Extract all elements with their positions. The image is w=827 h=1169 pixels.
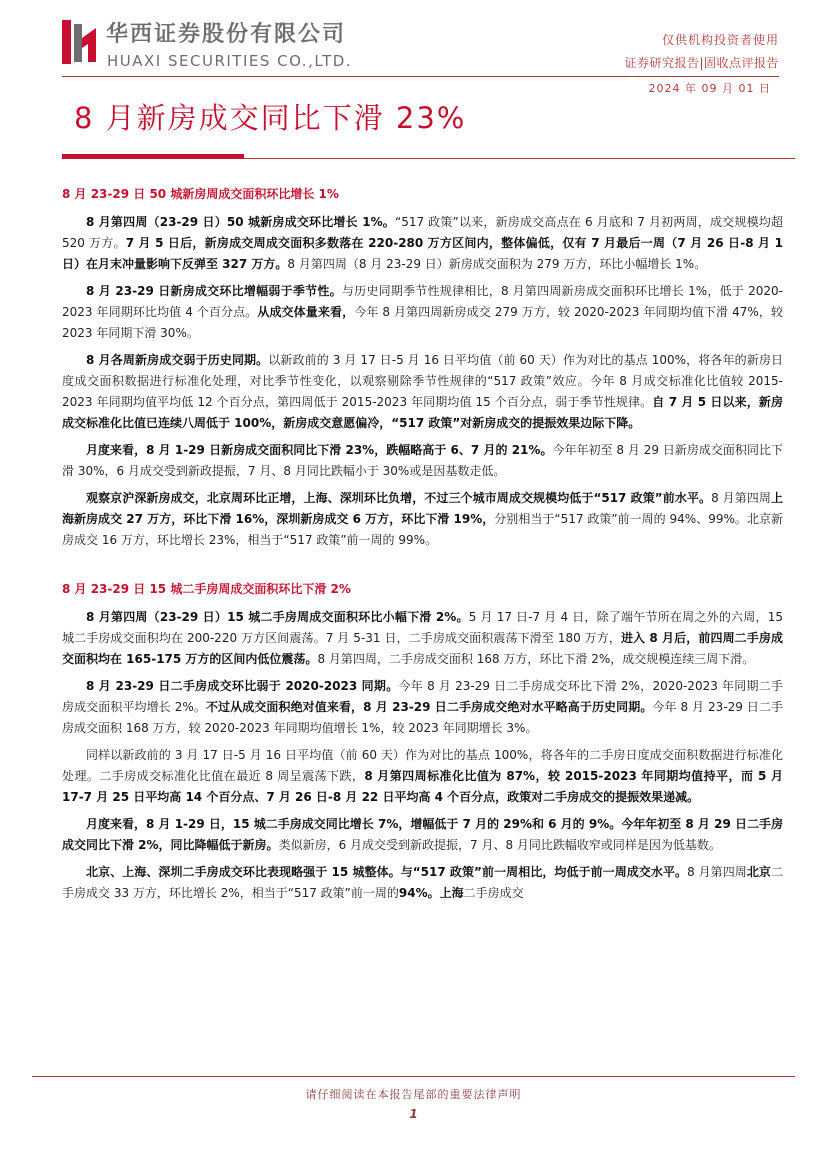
text-run: 二手房成交 33 万方，环比增长 2%，相当于“517 政策”前一周的: [62, 865, 783, 900]
bold-run: 观察京沪深新房成交，北京周环比正增，上海、深圳环比负增，不过三个城市周成交规模均低于“517 政策”前水平。: [86, 491, 712, 505]
text-run: 8 月第四周，二手房成交面积 168 万方，环比下滑 2%，成交规模连续三周下滑。: [317, 652, 755, 666]
company-name-cn: 华西证券股份有限公司: [106, 22, 347, 47]
audience-note: 仅供机构投资者使用: [661, 33, 779, 47]
text-run: 分别相当于“517 政策”前一周的 94%、99%。北京新房成交 16 万方，环比增长 23%，相当于“517 政策”前一周的 99%。: [62, 512, 783, 547]
paragraph: [62, 814, 783, 856]
paragraph: [62, 350, 783, 434]
bold-run: 北京、上海、深圳二手房成交环比表现略强于 15 城整体。与“517 政策”前一周相比，均低于前一周成交水平。: [86, 865, 688, 879]
header-divider: [62, 76, 779, 77]
text-run: 同样以新政前的 3 月 17 日-5 月 16 日平均值（前 60 天）作为对比的基点 100%，将各年的二手房日度成交面积数据进行标准化处理。二手房成交标准化比值在最近 8 周呈震荡下跌，: [62, 748, 783, 783]
report-title: 8 月新房成交同比下滑 23%: [74, 101, 467, 135]
bold-run: 月度来看，8 月 1-29 日新房成交面积同比下滑 23%，跌幅略高于 6、7 月的 21%。: [86, 443, 553, 457]
bold-run: 进入 8 月后，前四周二手房成交面积均在 165-175 万方的区间内低位震荡。: [62, 631, 783, 666]
paragraph: [62, 212, 783, 275]
text-run: 8 月第四周（8 月 23-29 日）新房成交面积为 279 万方，环比小幅增长 1%。: [287, 257, 707, 271]
text-run: 5 月 17 日-7 月 4 日，除了端午节所在周之外的六周，15 城二手房成交面积均在 200-220 万方区间震荡。7 月 5-31 日，二手房成交面积震荡下滑至 180 万方，: [62, 610, 783, 645]
paragraph: [62, 862, 783, 904]
bold-run: 北京: [746, 865, 771, 879]
paragraph: [62, 281, 783, 344]
huaxi-logo-icon: [62, 18, 96, 66]
bold-run: 从成交体量来看，: [257, 305, 355, 319]
paragraph: [62, 488, 783, 551]
title-accent-bar: [62, 154, 244, 159]
text-run: 与历史同期季节性规律相比，8 月第四周新房成交面积环比增长 1%，低于 2020-2023 年同期环比均值 4 个百分点。: [62, 284, 784, 319]
paragraph: [62, 745, 783, 808]
text-run: 今年年初至 8 月 29 日新房成交面积同比下滑 30%，6 月成交受到新政提振，7 月、8 月同比跌幅小于 30%或是因基数走低。: [62, 443, 783, 478]
bold-run: 8 月第四周（23-29 日）15 城二手房周成交面积环比小幅下滑 2%。: [86, 610, 469, 624]
bold-run: 94%。上海: [398, 886, 464, 900]
report-date: 2024 年 09 月 01 日: [648, 82, 771, 95]
text-run: 8 月第四周: [711, 491, 771, 505]
section-heading: 8 月 23-29 日 50 城新房周成交面积环比增长 1%: [62, 187, 339, 201]
bold-run: 8 月第四周（23-29 日）50 城新房成交环比增长 1%。: [86, 215, 395, 229]
page-number: 1: [409, 1107, 418, 1121]
title-divider: [244, 158, 795, 159]
bold-run: 不过从成交面积绝对值来看，8 月 23-29 日二手房成交绝对水平略高于历史同期。: [205, 700, 653, 714]
section-heading: 8 月 23-29 日 15 城二手房周成交面积环比下滑 2%: [62, 582, 351, 596]
bold-run: 自 7 月 5 日以来，新房成交标准化比值已连续八周低于 100%，新房成交意愿偏冷，“517 政策”对新房成交的提振效果边际下降。: [62, 395, 783, 430]
text-run: 以新政前的 3 月 17 日-5 月 16 日平均值（前 60 天）作为对比的基点 100%，将各年的新房日度成交面积数据进行标准化处理，对比季节性变化，以观察剔除季节性规律的“517 政策”效应。今年 8 月成交标准化比值较 2015-2023 年同期均值平均低 12 个百分点，第四周低于 2015-2023 年同期均值 15 个百分点，弱于季节性规律。: [62, 353, 783, 409]
bold-run: 8 月各周新房成交弱于历史同期。: [86, 353, 269, 367]
footer-divider: [32, 1076, 795, 1077]
text-run: 今年 8 月 23-29 日二手房成交环比下滑 2%，2020-2023 年同期二手房成交面积平均增长 2%。: [62, 679, 783, 714]
legal-disclaimer: 请仔细阅读在本报告尾部的重要法律声明: [305, 1088, 522, 1101]
report-body: [62, 184, 783, 910]
company-name-en: HUAXI SECURITIES CO.,LTD.: [107, 52, 353, 70]
text-run: 今年 8 月 23-29 日二手房成交面积 168 万方，较 2020-2023 年同期均值增长 1%，较 2023 年同期增长 3%。: [62, 700, 784, 735]
text-run: 今年 8 月第四周新房成交 279 万方，较 2020-2023 年同期均值下滑 47%，较 2023 年同期下滑 30%。: [62, 305, 783, 340]
paragraph: [62, 676, 783, 739]
text-run: 类似新房，6 月成交受到新政提振，7 月、8 月同比跌幅收窄或同样是因为低基数。: [278, 838, 721, 852]
text-run: “517 政策”以来，新房成交高点在 6 月底和 7 月初两周，成交规模均超 520 万方。: [62, 215, 783, 250]
report-type: 证券研究报告|固收点评报告: [624, 56, 779, 70]
text-run: 8 月第四周: [687, 865, 747, 879]
bold-run: 8 月 23-29 日二手房成交环比弱于 2020-2023 同期。: [86, 679, 399, 693]
bold-run: 8 月 23-29 日新房成交环比增幅弱于季节性。: [86, 284, 342, 298]
bold-run: 上海新房成交 27 万方，环比下滑 16%，深圳新房成交 6 万方，环比下滑 19%，: [62, 491, 783, 526]
paragraph: [62, 440, 783, 482]
paragraph: [62, 607, 783, 670]
bold-run: 8 月第四周标准化比值为 87%，较 2015-2023 年同期均值持平，而 5 月 17-7 月 25 日平均高 14 个百分点、7 月 26 日-8 月 22 日平均高 4 个百分点，政策对二手房成交的提振效果递减。: [62, 769, 783, 804]
bold-run: 7 月 5 日后，新房成交周成交面积多数落在 220-280 万方区间内，整体偏低，仅有 7 月最后一周（7 月 26 日-8 月 1 日）在月末冲量影响下反弹至 327 万方。: [62, 236, 783, 271]
text-run: 二手房成交: [463, 886, 524, 900]
bold-run: 月度来看，8 月 1-29 日，15 城二手房成交同比增长 7%，增幅低于 7 月的 29%和 6 月的 9%。今年年初至 8 月 29 日二手房成交同比下滑 2%，同比降幅低于新房。: [62, 817, 783, 852]
